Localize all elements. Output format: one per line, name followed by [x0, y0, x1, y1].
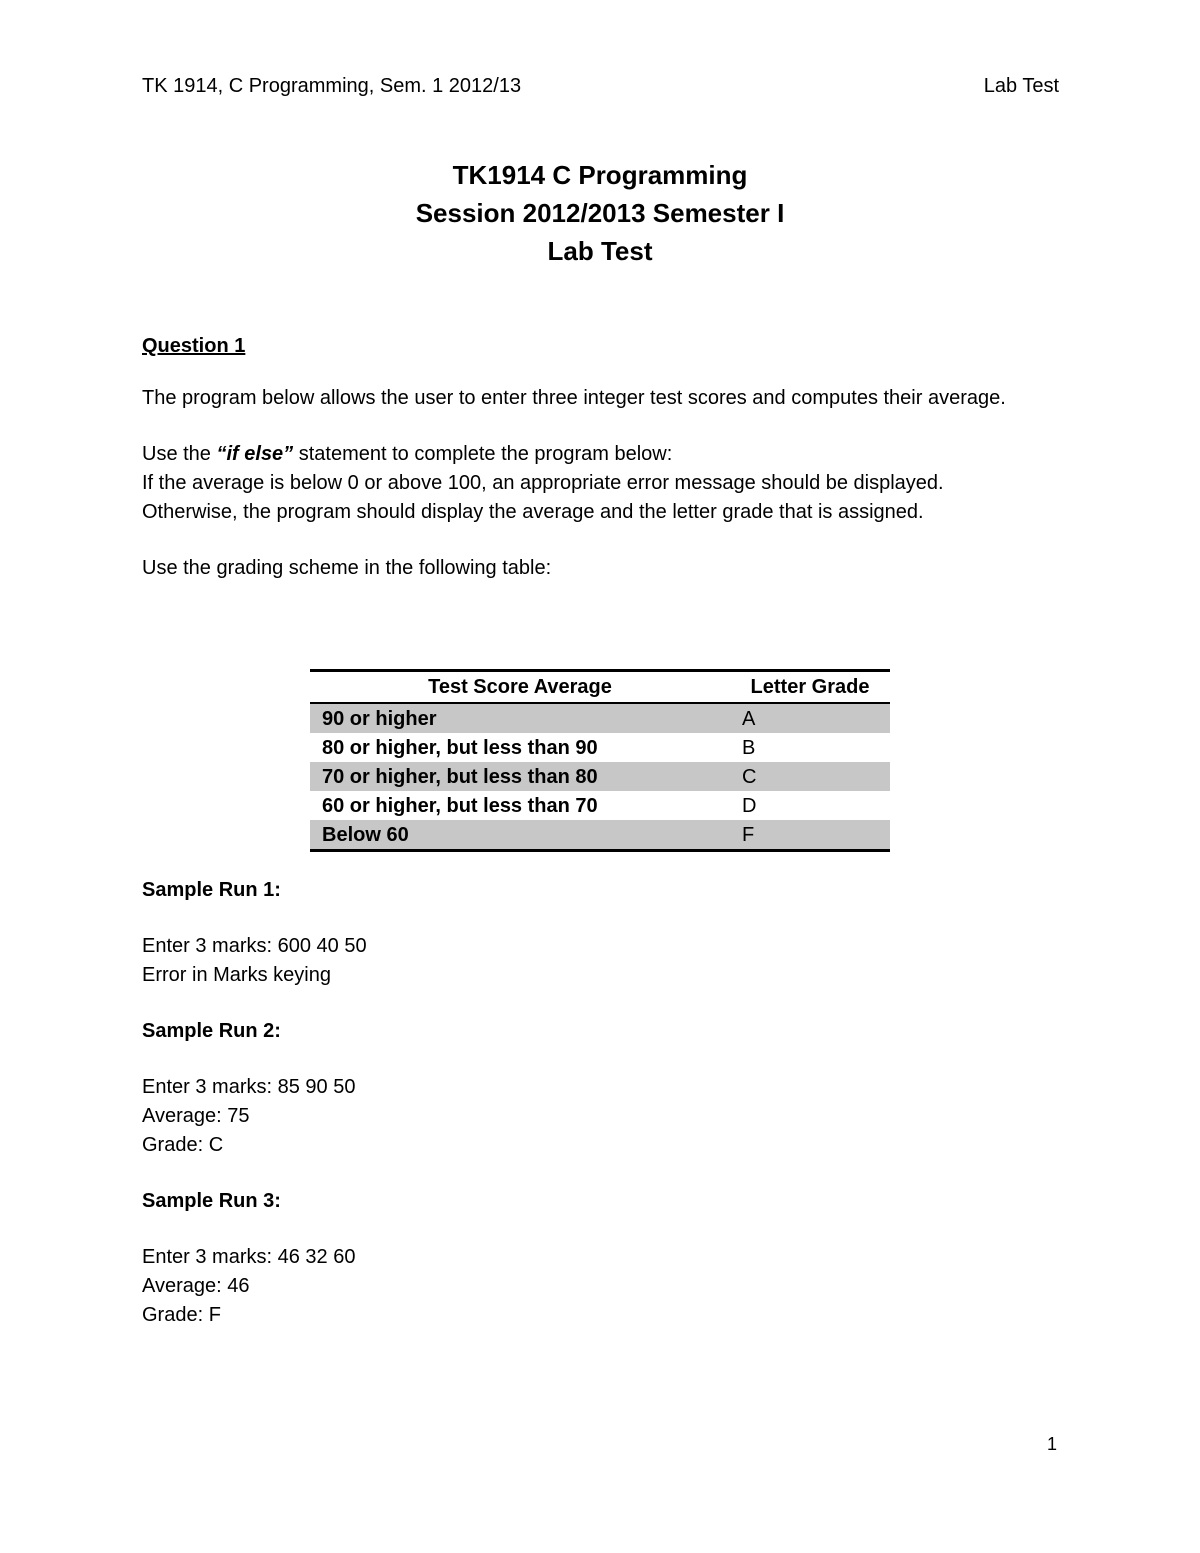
sample-output-line: Average: 75: [142, 1105, 250, 1127]
grading-scheme-intro: Use the grading scheme in the following table:: [142, 557, 552, 579]
title-line-course: TK1914 C Programming: [452, 160, 748, 190]
score-range-cell: 90 or higher: [310, 703, 730, 733]
sample-output-line: Enter 3 marks: 600 40 50: [142, 935, 367, 957]
instruction-keyword: “if else”: [216, 443, 294, 465]
letter-grade-cell: F: [730, 820, 890, 851]
grading-table-header-row: [310, 671, 890, 704]
letter-grade-cell: A: [730, 703, 890, 733]
header-course-info: TK 1914, C Programming, Sem. 1 2012/13: [142, 75, 522, 97]
table-row: [310, 820, 890, 851]
column-header-average: Test Score Average: [310, 671, 730, 704]
instruction-error-rule: If the average is below 0 or above 100, an appropriate error message should be displayed.: [142, 472, 944, 494]
table-row: [310, 791, 890, 820]
instruction-line: [142, 440, 1059, 469]
sample-run-title: Sample Run 1:: [142, 879, 281, 901]
header-doc-type: Lab Test: [983, 75, 1059, 97]
grading-table: [310, 669, 890, 852]
sample-output-line: Average: 46: [142, 1275, 250, 1297]
question-intro: The program below allows the user to enter three integer test scores and computes their average.: [142, 387, 1006, 409]
title-line-session: Session 2012/2013 Semester I: [415, 198, 785, 228]
sample-output-line: Enter 3 marks: 46 32 60: [142, 1246, 356, 1268]
score-range-cell: 60 or higher, but less than 70: [322, 794, 598, 817]
question-heading: Question 1: [142, 335, 246, 357]
question-section: [142, 332, 1059, 583]
sample-runs: [142, 876, 367, 1330]
score-range-cell: 80 or higher, but less than 90: [322, 736, 598, 759]
letter-grade-cell: B: [742, 736, 756, 759]
instruction-otherwise-rule: Otherwise, the program should display the average and the letter grade that is assigned.: [142, 501, 924, 523]
sample-output-line: Grade: F: [142, 1304, 221, 1326]
sample-output-line: Enter 3 marks: 85 90 50: [142, 1076, 356, 1098]
score-range-cell: Below 60: [310, 820, 730, 851]
table-row: [310, 762, 890, 791]
instruction-prefix: Use the: [142, 443, 217, 465]
letter-grade-cell: C: [730, 762, 890, 791]
sample-output-line: Grade: C: [142, 1134, 224, 1156]
document-title: [0, 156, 1200, 270]
table-row: [310, 733, 890, 762]
instruction-suffix: statement to complete the program below:: [293, 443, 673, 465]
column-header-grade: Letter Grade: [730, 671, 890, 704]
title-line-test: Lab Test: [547, 236, 653, 266]
score-range-cell: 70 or higher, but less than 80: [310, 762, 730, 791]
page-number: 1: [1046, 1434, 1057, 1454]
letter-grade-cell: D: [742, 794, 757, 817]
sample-run-title: Sample Run 3:: [142, 1190, 281, 1212]
sample-run-title: Sample Run 2:: [142, 1020, 281, 1042]
table-row: [310, 703, 890, 733]
sample-output-line: Error in Marks keying: [142, 964, 331, 986]
